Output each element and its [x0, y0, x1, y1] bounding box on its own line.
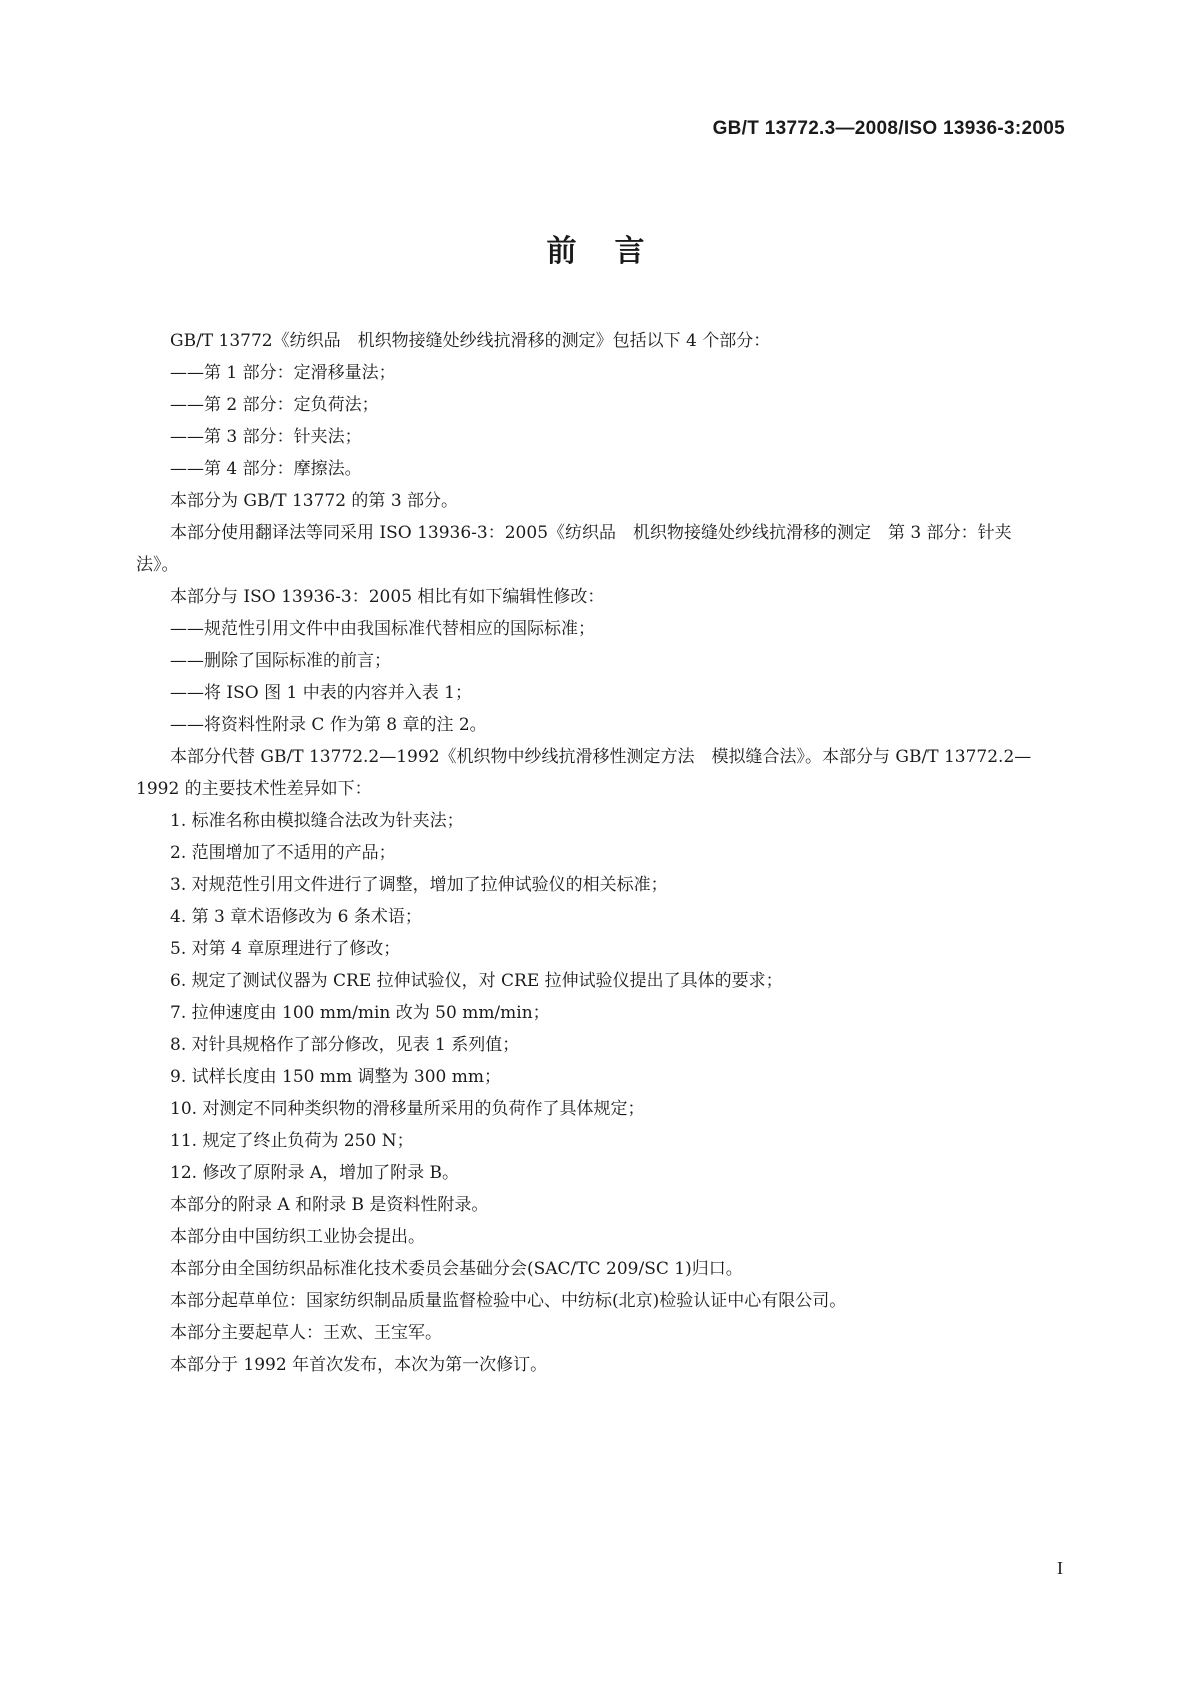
list-item-diff-3: 3. 对规范性引用文件进行了调整，增加了拉伸试验仪的相关标准；: [170, 875, 668, 895]
list-item-diff-9: 9. 试样长度由 150 mm 调整为 300 mm；: [170, 1067, 502, 1087]
list-item-diff-6: 6. 规定了测试仪器为 CRE 拉伸试验仪，对 CRE 拉伸试验仪提出了具体的要求；: [170, 971, 783, 991]
list-item-diff-12: 12. 修改了原附录 A，增加了附录 B。: [170, 1163, 460, 1183]
list-item-editorial-3: ——将 ISO 图 1 中表的内容并入表 1；: [170, 683, 472, 703]
list-item-diff-1: 1. 标准名称由模拟缝合法改为针夹法；: [170, 811, 464, 831]
list-item-diff-4: 4. 第 3 章术语修改为 6 条术语；: [170, 907, 422, 927]
list-item-editorial-1: ——规范性引用文件中由我国标准代替相应的国际标准；: [170, 619, 595, 639]
paragraph-replaces: 本部分代替 GB/T 13772.2—1992《机织物中纱线抗滑移性测定方法 模拟缝合法》。本部分与 GB/T 13772.2—1992 的主要技术性差异如下：: [136, 747, 1032, 799]
paragraph-editorial-changes: 本部分与 ISO 13936-3：2005 相比有如下编辑性修改：: [170, 587, 605, 607]
list-item-part-2: ——第 2 部分：定负荷法；: [170, 395, 379, 415]
list-item-diff-2: 2. 范围增加了不适用的产品；: [170, 843, 396, 863]
list-item-diff-5: 5. 对第 4 章原理进行了修改；: [170, 939, 401, 959]
paragraph-centralized-by: 本部分由全国纺织品标准化技术委员会基础分会(SAC/TC 209/SC 1)归口。: [170, 1259, 743, 1279]
page-number: I: [1057, 1558, 1063, 1578]
list-item-diff-7: 7. 拉伸速度由 100 mm/min 改为 50 mm/min；: [170, 1003, 550, 1023]
list-item-diff-10: 10. 对测定不同种类织物的滑移量所采用的负荷作了具体规定；: [170, 1099, 645, 1119]
paragraph-translation-method: 本部分使用翻译法等同采用 ISO 13936-3：2005《纺织品 机织物接缝处纱线抗滑移的测定 第 3 部分：针夹法》。: [136, 523, 1012, 575]
paragraph-publication-history: 本部分于 1992 年首次发布，本次为第一次修订。: [170, 1355, 548, 1375]
list-item-diff-8: 8. 对针具规格作了部分修改，见表 1 系列值；: [170, 1035, 520, 1055]
paragraph-parts-intro: GB/T 13772《纺织品 机织物接缝处纱线抗滑移的测定》包括以下 4 个部分：: [170, 331, 771, 351]
paragraph-proposed-by: 本部分由中国纺织工业协会提出。: [170, 1227, 425, 1247]
list-item-editorial-4: ——将资料性附录 C 作为第 8 章的注 2。: [170, 715, 487, 735]
list-item-part-1: ——第 1 部分：定滑移量法；: [170, 363, 396, 383]
paragraph-this-part: 本部分为 GB/T 13772 的第 3 部分。: [170, 491, 459, 511]
paragraph-drafters: 本部分主要起草人：王欢、王宝军。: [170, 1323, 442, 1343]
list-item-part-3: ——第 3 部分：针夹法；: [170, 427, 362, 447]
paragraph-drafting-units: 本部分起草单位：国家纺织制品质量监督检验中心、中纺标(北京)检验认证中心有限公司。: [170, 1291, 847, 1311]
document-body: [136, 325, 1054, 1381]
page-title: 前言: [546, 234, 683, 269]
paragraph-annexes: 本部分的附录 A 和附录 B 是资料性附录。: [170, 1195, 489, 1215]
list-item-part-4: ——第 4 部分：摩擦法。: [170, 459, 362, 479]
list-item-editorial-2: ——删除了国际标准的前言；: [170, 651, 391, 671]
standard-code-header: GB/T 13772.3—2008/ISO 13936-3:2005: [712, 118, 1065, 139]
list-item-diff-11: 11. 规定了终止负荷为 250 N；: [170, 1131, 414, 1151]
